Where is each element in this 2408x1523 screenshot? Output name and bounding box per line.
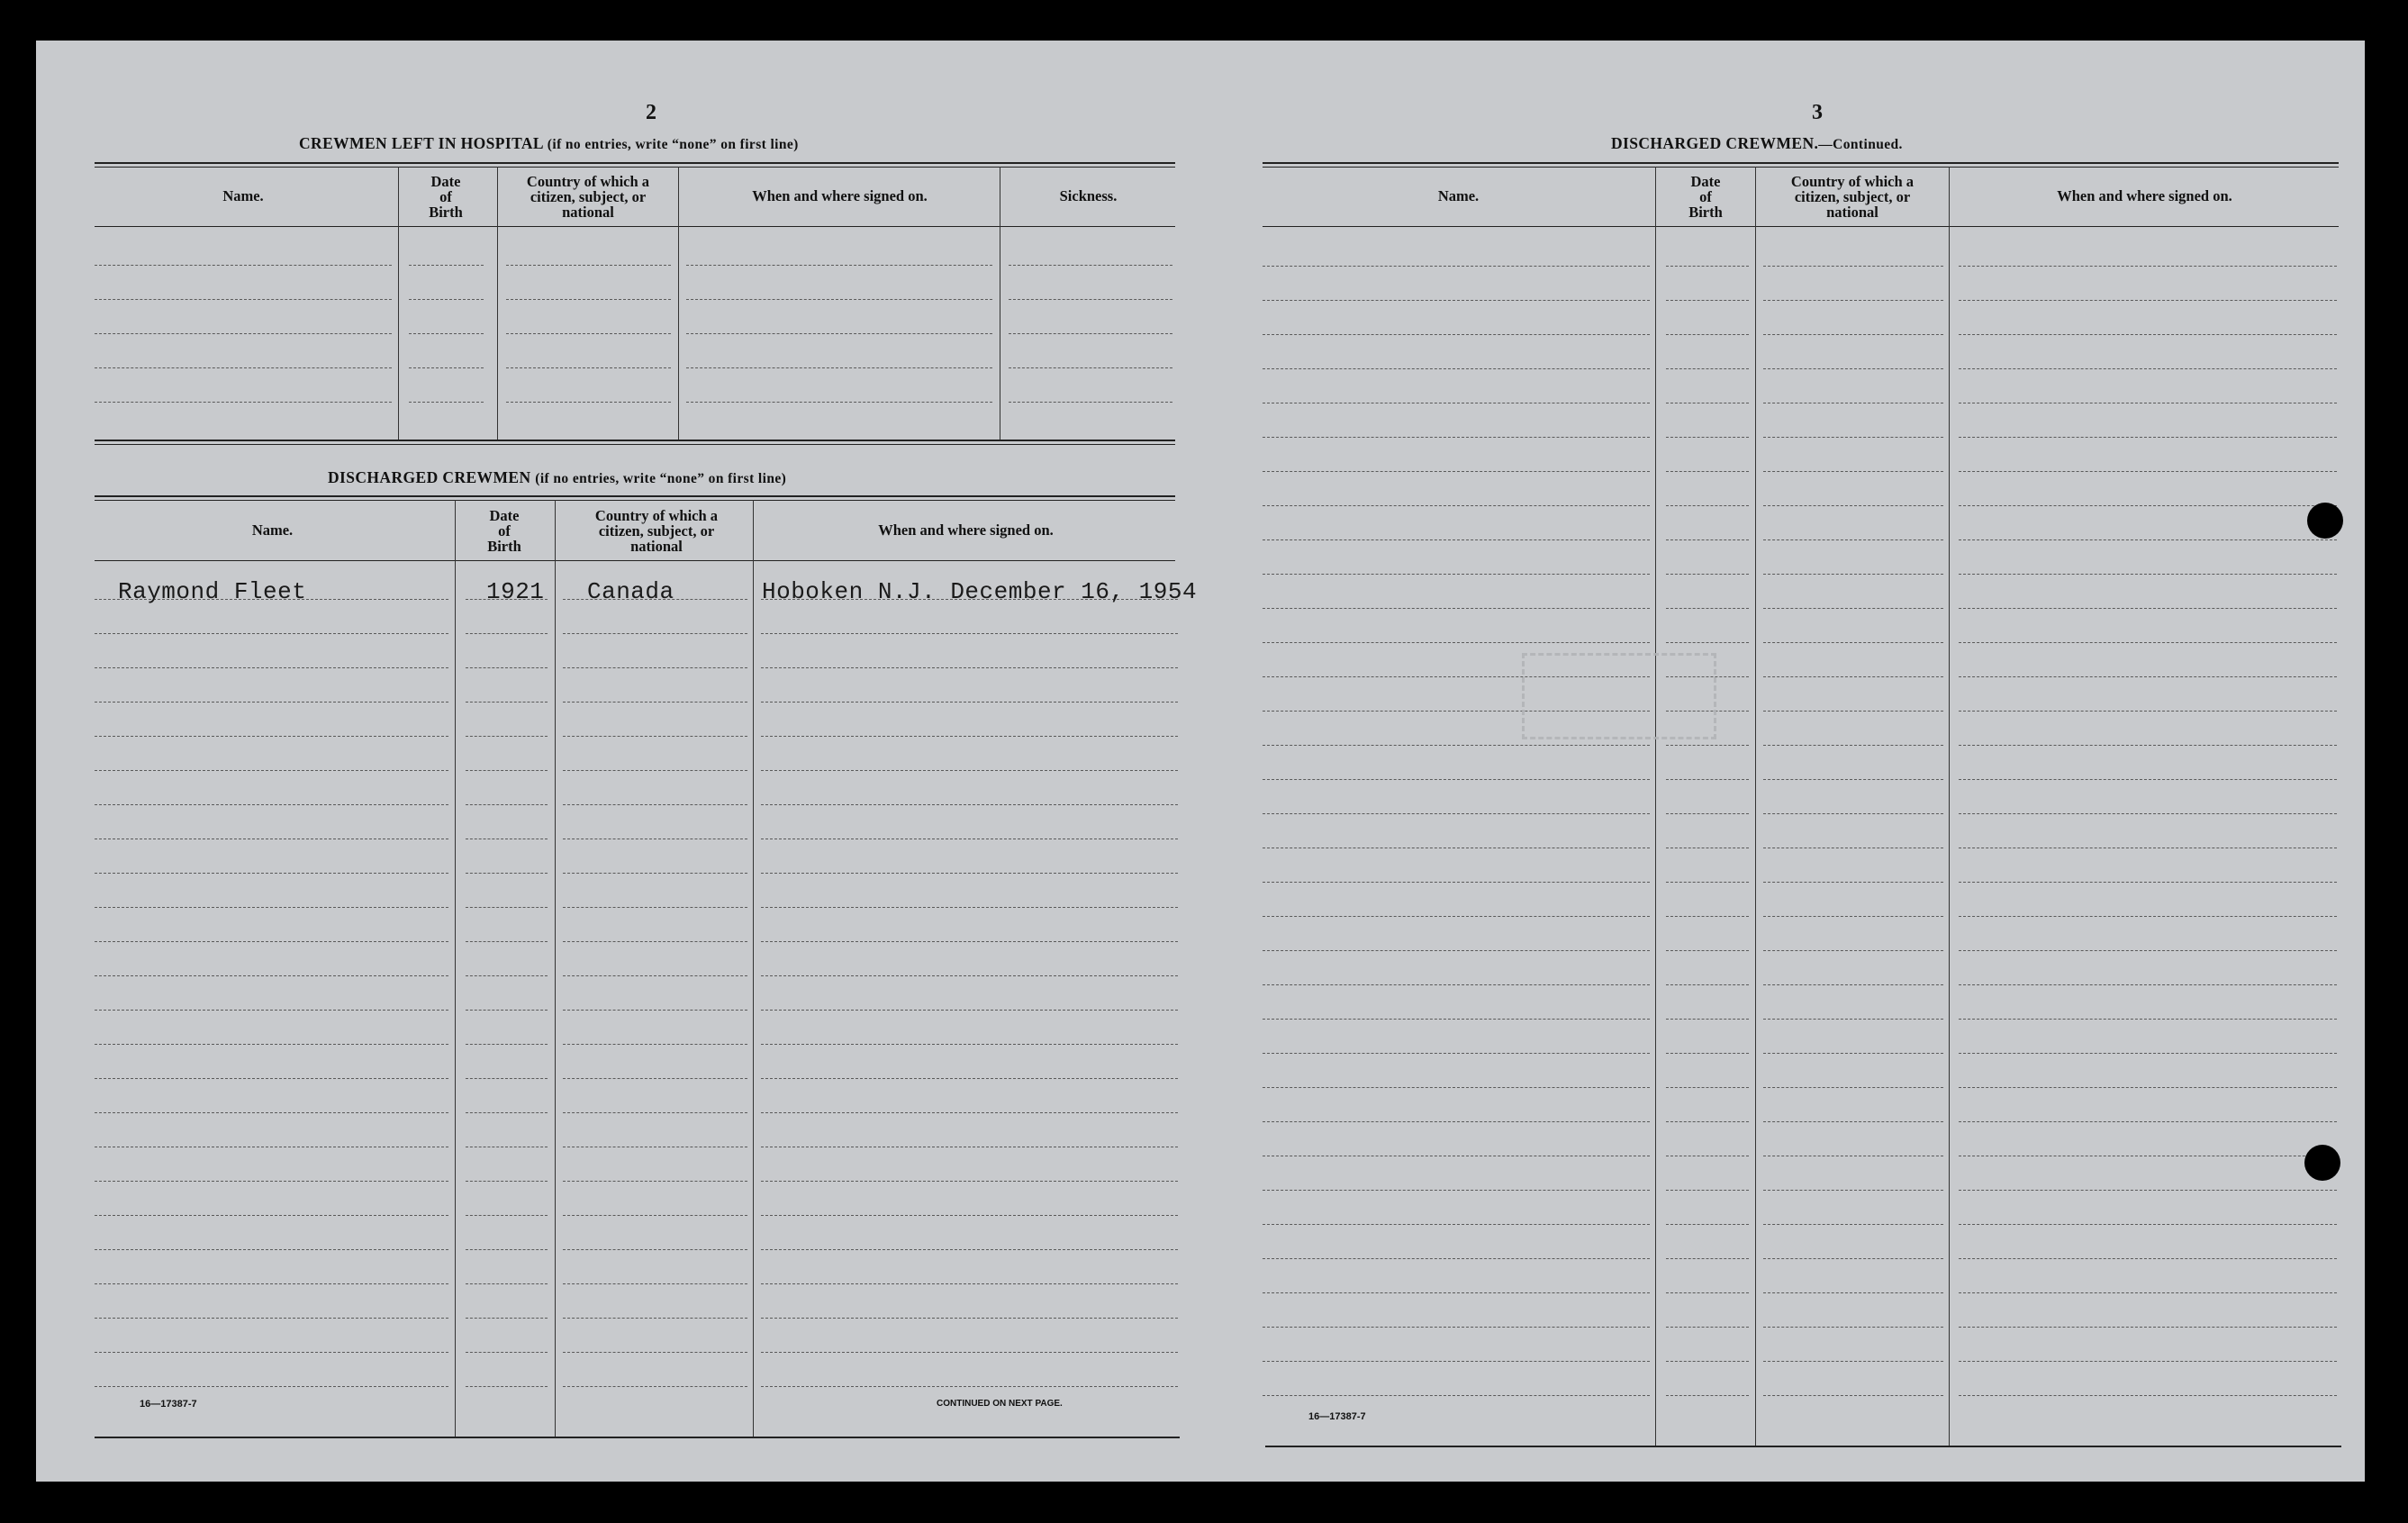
ruled-line xyxy=(1666,779,1749,780)
ruled-line xyxy=(95,873,448,874)
ruled-line xyxy=(1666,916,1749,917)
ruled-line xyxy=(1263,1258,1650,1259)
ruled-line xyxy=(1959,437,2337,438)
ruled-line xyxy=(1763,1121,1943,1122)
ruled-line xyxy=(1263,642,1650,643)
form-number-left: 16—17387-7 xyxy=(140,1399,197,1410)
ruled-line xyxy=(1666,1087,1749,1088)
ruled-line xyxy=(563,1386,747,1387)
ruled-line xyxy=(761,941,1178,942)
ruled-line xyxy=(1959,574,2337,575)
ruled-line xyxy=(1763,882,1943,883)
ruled-line xyxy=(466,1078,548,1079)
ruled-line xyxy=(1959,471,2337,472)
ruled-line xyxy=(761,873,1178,874)
ruled-line xyxy=(466,633,548,634)
ruled-line xyxy=(1666,745,1749,746)
ruled-line xyxy=(466,1010,548,1011)
ruled-line xyxy=(761,1010,1178,1011)
ruled-line xyxy=(1263,916,1650,917)
ruled-line xyxy=(761,1181,1178,1182)
ruled-line xyxy=(1263,608,1650,609)
ruled-line xyxy=(1666,437,1749,438)
document-sheet xyxy=(36,41,2365,1482)
ruled-line xyxy=(1666,334,1749,335)
ruled-line xyxy=(95,1283,448,1284)
ruled-line xyxy=(95,1010,448,1011)
ruled-line xyxy=(1263,779,1650,780)
ruled-line xyxy=(761,633,1178,634)
ruled-line xyxy=(95,333,392,334)
ruled-line xyxy=(1959,608,2337,609)
ruled-line xyxy=(1666,608,1749,609)
ruled-line xyxy=(1009,299,1172,300)
ruled-line xyxy=(563,804,747,805)
punch-hole-top xyxy=(2307,503,2343,539)
ruled-line xyxy=(1263,950,1650,951)
ruled-line xyxy=(1959,676,2337,677)
ruled-line xyxy=(1763,334,1943,335)
punch-hole-bottom xyxy=(2304,1145,2340,1181)
ruled-line xyxy=(1263,1395,1650,1396)
ruled-line xyxy=(563,1318,747,1319)
ruled-line xyxy=(466,1386,548,1387)
ruled-line xyxy=(761,770,1178,771)
ruled-line xyxy=(1763,813,1943,814)
ruled-line xyxy=(1666,642,1749,643)
page-number-left: 2 xyxy=(646,101,656,124)
ruled-line xyxy=(1959,1087,2337,1088)
ruled-line xyxy=(1666,368,1749,369)
ruled-line xyxy=(1666,1224,1749,1225)
hospital-header-country: Country of which a citizen, subject, or national xyxy=(526,173,650,221)
hospital-header-rule xyxy=(95,226,1175,227)
ruled-line xyxy=(1959,882,2337,883)
ruled-line xyxy=(95,1249,448,1250)
ruled-line xyxy=(1263,368,1650,369)
discharged-header-rule xyxy=(95,560,1175,561)
ruled-line xyxy=(1763,1327,1943,1328)
ruled-line xyxy=(1263,1053,1650,1054)
ruled-line xyxy=(466,702,548,703)
right-title: DISCHARGED CREWMEN. xyxy=(1611,134,1819,152)
ruled-line xyxy=(1959,1395,2337,1396)
ruled-line xyxy=(1263,745,1650,746)
ruled-line xyxy=(1763,266,1943,267)
discharged-header-country: Country of which a citizen, subject, or national xyxy=(594,507,719,555)
ruled-line xyxy=(1263,300,1650,301)
ruled-line xyxy=(95,1352,448,1353)
ruled-line xyxy=(466,1044,548,1045)
ruled-line xyxy=(1959,642,2337,643)
discharged-title: DISCHARGED CREWMEN xyxy=(328,468,531,486)
ruled-line xyxy=(563,941,747,942)
ruled-line xyxy=(761,907,1178,908)
ruled-line xyxy=(1959,1224,2337,1225)
ruled-line xyxy=(761,1352,1178,1353)
ruled-line xyxy=(95,804,448,805)
right-section-title xyxy=(1611,134,1903,153)
discharged-top-rule xyxy=(95,495,1175,497)
ruled-line xyxy=(466,1249,548,1250)
ruled-line xyxy=(95,299,392,300)
ruled-line xyxy=(1959,334,2337,335)
ruled-line xyxy=(95,975,448,976)
right-header-signed: When and where signed on. xyxy=(2057,187,2232,204)
ruled-line xyxy=(95,941,448,942)
hospital-bottom-rule-2 xyxy=(95,444,1175,445)
ruled-line xyxy=(563,770,747,771)
ruled-line xyxy=(1959,1190,2337,1191)
right-top-rule-2 xyxy=(1263,167,2339,168)
right-header-dob: Date of Birth xyxy=(1688,173,1723,221)
hospital-header-sickness: Sickness. xyxy=(1059,187,1118,204)
continued-note: CONTINUED ON NEXT PAGE. xyxy=(937,1399,1063,1409)
ruled-line xyxy=(1263,813,1650,814)
ruled-line xyxy=(1666,813,1749,814)
ruled-line xyxy=(1666,1053,1749,1054)
ruled-line xyxy=(686,367,992,368)
ruled-line xyxy=(95,1386,448,1387)
ruled-line xyxy=(409,333,484,334)
entry-country: Canada xyxy=(587,578,674,605)
ruled-line xyxy=(1263,1224,1650,1225)
ruled-line xyxy=(1009,265,1172,266)
ruled-line xyxy=(1666,1258,1749,1259)
ruled-line xyxy=(1959,368,2337,369)
ruled-line xyxy=(1763,505,1943,506)
ruled-line xyxy=(95,633,448,634)
ruled-line xyxy=(1959,505,2337,506)
ruled-line xyxy=(761,1249,1178,1250)
ruled-line xyxy=(563,1181,747,1182)
ruled-line xyxy=(95,1078,448,1079)
ruled-line xyxy=(1263,1087,1650,1088)
ruled-line xyxy=(1763,950,1943,951)
ruled-line xyxy=(95,1215,448,1216)
ruled-line xyxy=(686,265,992,266)
ruled-line xyxy=(95,367,392,368)
ruled-line xyxy=(466,770,548,771)
ruled-line xyxy=(1959,1019,2337,1020)
ruled-line xyxy=(95,265,392,266)
ruled-line xyxy=(95,402,392,403)
ruled-line xyxy=(761,804,1178,805)
ruled-line xyxy=(1763,1258,1943,1259)
ruled-line xyxy=(1763,711,1943,712)
ruled-line xyxy=(1763,574,1943,575)
ruled-line xyxy=(1263,505,1650,506)
ruled-line xyxy=(686,299,992,300)
ruled-line xyxy=(1959,779,2337,780)
ruled-line xyxy=(466,1352,548,1353)
ruled-line xyxy=(466,1215,548,1216)
ruled-line xyxy=(506,333,671,334)
ruled-line xyxy=(506,402,671,403)
ruled-line xyxy=(1959,1258,2337,1259)
ruled-line xyxy=(1666,1395,1749,1396)
ruled-line xyxy=(761,1318,1178,1319)
ruled-line xyxy=(563,907,747,908)
ruled-line xyxy=(1009,367,1172,368)
ruled-line xyxy=(1959,711,2337,712)
ruled-line xyxy=(761,1215,1178,1216)
ruled-line xyxy=(761,1044,1178,1045)
form-number-right: 16—17387-7 xyxy=(1308,1411,1366,1422)
ruled-line xyxy=(1959,1361,2337,1362)
ruled-line xyxy=(563,1010,747,1011)
discharged-header-dob: Date of Birth xyxy=(487,507,521,555)
ruled-line xyxy=(563,1283,747,1284)
ruled-line xyxy=(1959,916,2337,917)
ruled-line xyxy=(563,873,747,874)
ruled-line xyxy=(409,265,484,266)
ruled-line xyxy=(1763,300,1943,301)
ruled-line xyxy=(1763,984,1943,985)
ruled-line xyxy=(1763,1019,1943,1020)
ruled-line xyxy=(1263,539,1650,540)
ruled-line xyxy=(1263,1121,1650,1122)
hospital-header-signed: When and where signed on. xyxy=(752,187,928,204)
ruled-line xyxy=(466,873,548,874)
ruled-line xyxy=(1263,334,1650,335)
ruled-line xyxy=(1763,608,1943,609)
ruled-line xyxy=(95,1112,448,1113)
ruled-line xyxy=(466,907,548,908)
ruled-line xyxy=(563,702,747,703)
ruled-line xyxy=(563,1215,747,1216)
ruled-line xyxy=(1263,882,1650,883)
ruled-line xyxy=(409,402,484,403)
ruled-line xyxy=(1959,539,2337,540)
ruled-line xyxy=(563,1352,747,1353)
ruled-line xyxy=(686,333,992,334)
hospital-title: CREWMEN LEFT IN HOSPITAL xyxy=(299,134,544,152)
ruled-line xyxy=(1959,950,2337,951)
ruled-line xyxy=(409,367,484,368)
ruled-line xyxy=(466,1283,548,1284)
ruled-line xyxy=(563,1249,747,1250)
discharged-section-title xyxy=(328,468,786,487)
discharged-header-name: Name. xyxy=(251,521,294,539)
right-header-rule xyxy=(1263,226,2339,227)
ruled-line xyxy=(1763,1190,1943,1191)
ruled-line xyxy=(563,1044,747,1045)
right-header-name: Name. xyxy=(1437,187,1480,204)
entry-name: Raymond Fleet xyxy=(118,578,307,605)
ruled-line xyxy=(1763,1053,1943,1054)
ruled-line xyxy=(563,667,747,668)
ruled-line xyxy=(1009,333,1172,334)
ruled-line xyxy=(1666,505,1749,506)
ruled-line xyxy=(1763,1224,1943,1225)
ruled-line xyxy=(1263,984,1650,985)
ruled-line xyxy=(1763,368,1943,369)
ruled-line xyxy=(1666,882,1749,883)
ruled-line xyxy=(1763,916,1943,917)
discharged-bottom-rule xyxy=(95,1437,1180,1438)
ruled-line xyxy=(1959,1292,2337,1293)
ruled-line xyxy=(1763,745,1943,746)
ruled-line xyxy=(506,265,671,266)
hospital-top-rule xyxy=(95,162,1175,164)
ruled-line xyxy=(1009,402,1172,403)
ruled-line xyxy=(761,736,1178,737)
ruled-line xyxy=(506,367,671,368)
ruled-line xyxy=(1763,779,1943,780)
ruled-line xyxy=(466,1112,548,1113)
ruled-line xyxy=(761,702,1178,703)
hospital-top-rule-2 xyxy=(95,167,1175,168)
ruled-line xyxy=(506,299,671,300)
ruled-line xyxy=(1959,984,2337,985)
right-bottom-rule xyxy=(1265,1446,2341,1447)
ruled-line xyxy=(1263,1361,1650,1362)
ruled-line xyxy=(761,975,1178,976)
ruled-line xyxy=(1763,1087,1943,1088)
ruled-line xyxy=(761,1283,1178,1284)
ruled-line xyxy=(1763,539,1943,540)
ruled-line xyxy=(95,1181,448,1182)
ruled-line xyxy=(1959,266,2337,267)
ruled-line xyxy=(1666,266,1749,267)
entry-signed-on: Hoboken N.J. December 16, 1954 xyxy=(762,578,1198,605)
ruled-line xyxy=(686,402,992,403)
ruled-line xyxy=(1263,437,1650,438)
ruled-line xyxy=(1263,1327,1650,1328)
hospital-header-dob: Date of Birth xyxy=(429,173,463,221)
ruled-line xyxy=(563,633,747,634)
ruled-line xyxy=(1959,1327,2337,1328)
hospital-bottom-rule xyxy=(95,440,1175,441)
ruled-line xyxy=(563,975,747,976)
ruled-line xyxy=(1263,1190,1650,1191)
ruled-line xyxy=(1263,266,1650,267)
ruled-line xyxy=(1263,471,1650,472)
ruled-line xyxy=(1263,574,1650,575)
ruled-line xyxy=(95,907,448,908)
ruled-line xyxy=(1959,300,2337,301)
entry-dob: 1921 xyxy=(486,578,545,605)
ruled-line xyxy=(1959,1121,2337,1122)
ruled-line xyxy=(466,1181,548,1182)
ruled-line xyxy=(1263,1292,1650,1293)
ruled-line xyxy=(1959,745,2337,746)
right-header-country: Country of which a citizen, subject, or national xyxy=(1790,173,1915,221)
ruled-line xyxy=(95,667,448,668)
ruled-line xyxy=(1763,1395,1943,1396)
ruled-line xyxy=(95,1044,448,1045)
ruled-line xyxy=(563,1078,747,1079)
ruled-line xyxy=(466,667,548,668)
faint-stamp-mark xyxy=(1522,653,1716,739)
ruled-line xyxy=(1763,1361,1943,1362)
ruled-line xyxy=(1763,471,1943,472)
ruled-line xyxy=(466,975,548,976)
ruled-line xyxy=(1263,1019,1650,1020)
ruled-line xyxy=(1763,1292,1943,1293)
ruled-line xyxy=(466,804,548,805)
ruled-line xyxy=(563,736,747,737)
discharged-header-signed: When and where signed on. xyxy=(878,521,1054,539)
hospital-section-title xyxy=(299,134,799,153)
right-title-suffix: —Continued. xyxy=(1818,137,1903,152)
ruled-line xyxy=(466,1318,548,1319)
ruled-line xyxy=(1666,1327,1749,1328)
ruled-line xyxy=(1959,1053,2337,1054)
ruled-line xyxy=(563,1112,747,1113)
ruled-line xyxy=(1959,813,2337,814)
ruled-line xyxy=(1666,950,1749,951)
ruled-line xyxy=(1666,539,1749,540)
ruled-line xyxy=(761,1078,1178,1079)
ruled-line xyxy=(1666,1190,1749,1191)
ruled-line xyxy=(1763,676,1943,677)
ruled-line xyxy=(761,1386,1178,1387)
ruled-line xyxy=(1666,1361,1749,1362)
ruled-line xyxy=(466,736,548,737)
ruled-line xyxy=(1666,1121,1749,1122)
ruled-line xyxy=(1666,1292,1749,1293)
ruled-line xyxy=(1763,642,1943,643)
ruled-line xyxy=(95,770,448,771)
ruled-line xyxy=(761,1112,1178,1113)
ruled-line xyxy=(1666,574,1749,575)
ruled-line xyxy=(761,667,1178,668)
hospital-header-name: Name. xyxy=(222,187,264,204)
discharged-subtitle: (if no entries, write “none” on first line) xyxy=(535,471,787,486)
ruled-line xyxy=(1666,471,1749,472)
ruled-line xyxy=(95,1318,448,1319)
ruled-line xyxy=(1763,437,1943,438)
ruled-line xyxy=(409,299,484,300)
hospital-subtitle: (if no entries, write “none” on first line) xyxy=(547,137,799,152)
ruled-line xyxy=(1666,984,1749,985)
ruled-line xyxy=(95,702,448,703)
ruled-line xyxy=(1666,1019,1749,1020)
page-number-right: 3 xyxy=(1812,101,1823,124)
discharged-top-rule-2 xyxy=(95,500,1175,501)
ruled-line xyxy=(466,941,548,942)
right-top-rule xyxy=(1263,162,2339,164)
ruled-line xyxy=(1666,300,1749,301)
ruled-line xyxy=(95,736,448,737)
